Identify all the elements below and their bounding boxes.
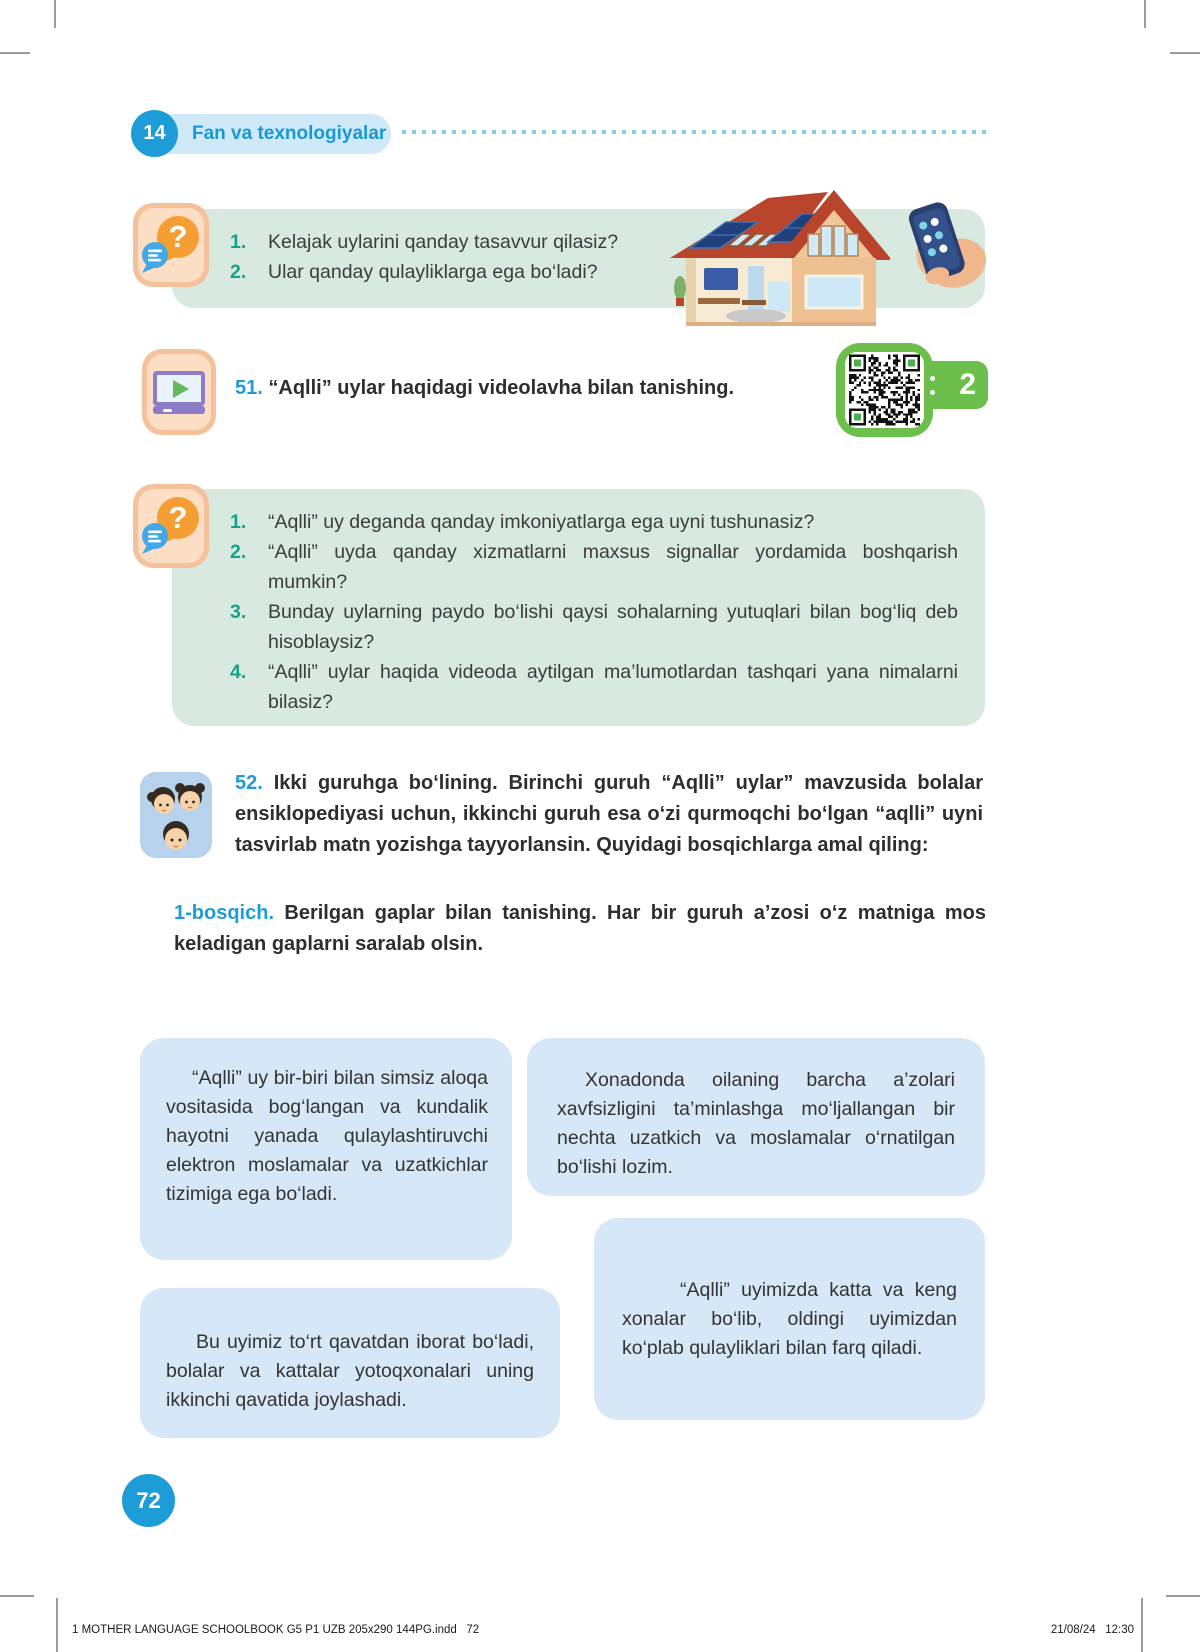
step-1-paragraph bbox=[174, 898, 986, 960]
footer-date: 21/08/24 bbox=[1050, 1624, 1096, 1636]
video-player-icon bbox=[142, 349, 216, 440]
step-label: 1-bosqich. bbox=[174, 902, 275, 924]
task-text: “Aqlli” uylar haqidagi videolavha bilan tanishing. bbox=[268, 377, 735, 399]
question-text: Kelajak uylarini qanday tasavvur qilasiz? bbox=[268, 231, 619, 253]
smart-house-illustration bbox=[668, 182, 890, 333]
svg-text:?: ? bbox=[168, 500, 188, 535]
crop-mark bbox=[1166, 1595, 1200, 1597]
question-number: 1. bbox=[230, 231, 247, 253]
footer-file: 1 MOTHER LANGUAGE SCHOOLBOOK G5 P1 UZB 205x290 144PG.indd bbox=[72, 1624, 457, 1636]
question-number: 1. bbox=[230, 511, 247, 533]
task-number: 52. bbox=[235, 772, 263, 794]
crop-mark bbox=[0, 1595, 34, 1597]
question-item bbox=[230, 657, 958, 717]
step-text: Berilgan gaplar bilan tanishing. Har bir guruh a’zosi o‘z matniga mos keladigan gaplarni saralab olsin. bbox=[174, 902, 986, 955]
crop-mark bbox=[1170, 52, 1200, 54]
footer-time: 12:30 bbox=[1105, 1624, 1134, 1636]
qr-code bbox=[836, 343, 933, 437]
question-text: Ular qanday qulayliklarga ega bo‘ladi? bbox=[268, 261, 598, 283]
svg-text:?: ? bbox=[168, 219, 188, 254]
question-number: 3. bbox=[230, 601, 247, 623]
question-text: “Aqlli” uylar haqida videoda aytilgan ma’lumotlardan tashqari yana nimalarni bilasiz? bbox=[268, 661, 958, 713]
question-number: 2. bbox=[230, 261, 247, 283]
question-text: “Aqlli” uy deganda qanday imkoniyatlarga ega uyni tushunasiz? bbox=[268, 511, 815, 533]
footer-file-info bbox=[72, 1624, 479, 1636]
qr-video-badge: 2 bbox=[920, 361, 988, 409]
qr-badge-dot bbox=[930, 376, 935, 381]
crop-mark bbox=[56, 1598, 58, 1652]
warmup-question-list bbox=[230, 227, 700, 287]
unit-title: Fan va texnologiyalar bbox=[192, 123, 387, 144]
unit-number-badge: 14 bbox=[131, 110, 178, 157]
crop-mark bbox=[0, 52, 30, 54]
question-bubbles-icon bbox=[133, 484, 209, 573]
question-item bbox=[230, 257, 700, 287]
sentence-card: “Aqlli” uyimizda katta va keng xonalar bo‘lib, oldingi uyimizdan ko‘plab qulayliklari bilan farq qiladi. bbox=[594, 1218, 985, 1420]
crop-mark bbox=[54, 0, 56, 28]
crop-mark bbox=[1144, 0, 1146, 28]
question-number: 2. bbox=[230, 541, 247, 563]
crop-mark bbox=[1141, 1598, 1143, 1652]
qr-code-inner bbox=[845, 352, 924, 428]
question-text: “Aqlli” uyda qanday xizmatlarni maxsus signallar yordamida boshqarish mumkin? bbox=[268, 541, 958, 593]
task-text: Ikki guruhga bo‘lining. Birinchi guruh “Aqlli” uylar” mavzusida bolalar ensiklopediyasi uchun, ikkinchi guruh esa o‘zi qurmoqchi bo‘lgan “aqlli” uyni tasvirlab matn yozishga tayyorlansin. Quyidagi bosqichlarga amal qiling: bbox=[235, 772, 984, 856]
hand-with-phone-illustration bbox=[888, 190, 993, 305]
footer-page: 72 bbox=[466, 1624, 480, 1636]
question-bubbles-icon bbox=[133, 203, 209, 292]
question-item bbox=[230, 597, 958, 657]
footer-timestamp bbox=[1051, 1624, 1134, 1636]
sentence-card: “Aqlli” uy bir-biri bilan simsiz aloqa vositasida bog‘langan va kundalik hayotni yanada qulaylashtiruvchi elektron moslamalar va uzatkichlar tizimiga ega bo‘ladi. bbox=[140, 1038, 512, 1260]
question-number: 4. bbox=[230, 661, 247, 683]
task-52 bbox=[235, 768, 983, 861]
task-number: 51. bbox=[235, 377, 263, 399]
sentence-card: Xonadonda oilaning barcha a’zolari xavfsizligini ta’minlashga mo‘ljallangan bir nechta uzatkich va moslamalar o‘rnatilgan bo‘lishi lozim. bbox=[527, 1038, 985, 1196]
qr-badge-dot bbox=[930, 390, 935, 395]
header-dotted-line bbox=[402, 130, 990, 134]
question-item bbox=[230, 227, 700, 257]
video-question-list bbox=[230, 507, 958, 717]
group-work-icon bbox=[140, 772, 212, 863]
sentence-card: Bu uyimiz to‘rt qavatdan iborat bo‘ladi, bolalar va kattalar yotoqxonalari uning ikkinchi qavatida joylashadi. bbox=[140, 1288, 560, 1438]
page-number: 72 bbox=[122, 1474, 175, 1527]
question-item bbox=[230, 537, 958, 597]
task-51 bbox=[235, 377, 734, 400]
question-text: Bunday uylarning paydo bo‘lishi qaysi sohalarning yutuqlari bilan bog‘liq deb hisoblaysiz? bbox=[268, 601, 958, 653]
question-item bbox=[230, 507, 958, 537]
